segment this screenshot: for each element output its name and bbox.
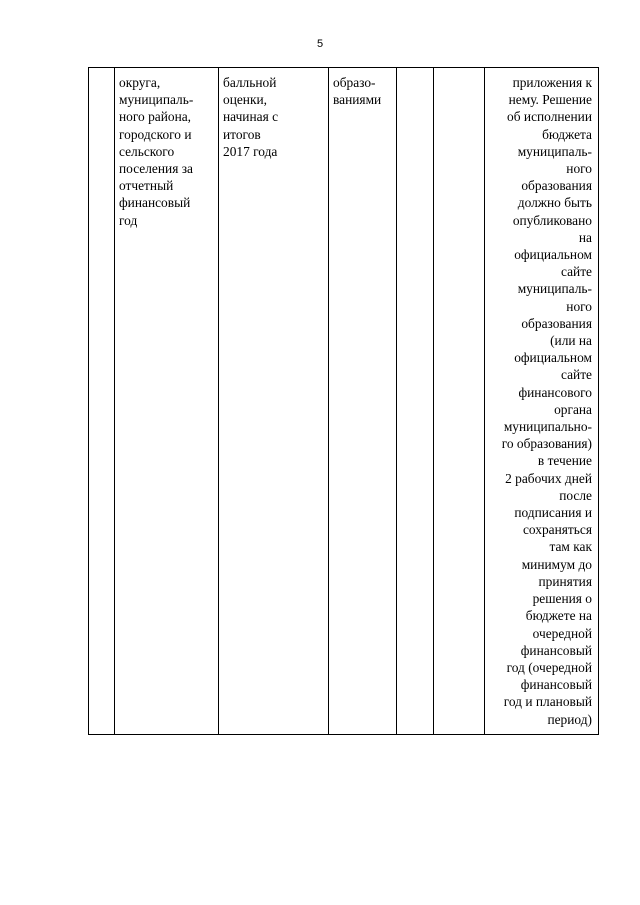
page-number: 5 — [316, 38, 324, 50]
document-table — [88, 67, 599, 735]
table-cell-entities: образо- ваниями — [329, 68, 397, 735]
table-cell-evaluation: балльной оценки, начиная с итогов 2017 года — [219, 68, 329, 735]
table-cell-scope: округа, муниципаль- ного района, городского и сельского поселения за отчетный финансовый год — [115, 68, 219, 735]
table-cell-empty-5 — [397, 68, 434, 735]
table-row — [89, 68, 599, 735]
table-cell-empty-6 — [434, 68, 485, 735]
table-cell-index — [89, 68, 115, 735]
table-cell-requirements: приложения к нему. Решение об исполнении бюджета муниципаль- ного образования должно быть опубликовано на официальном сайте муниципаль- ного образования (или на официальном сайте финансового органа муниципально- го образования) в течение 2 рабочих дней после подписания и сохраняться там как минимум до принятия решения о бюджете на очередной финансовый год (очередной финансовый год и плановый период) — [485, 68, 599, 735]
